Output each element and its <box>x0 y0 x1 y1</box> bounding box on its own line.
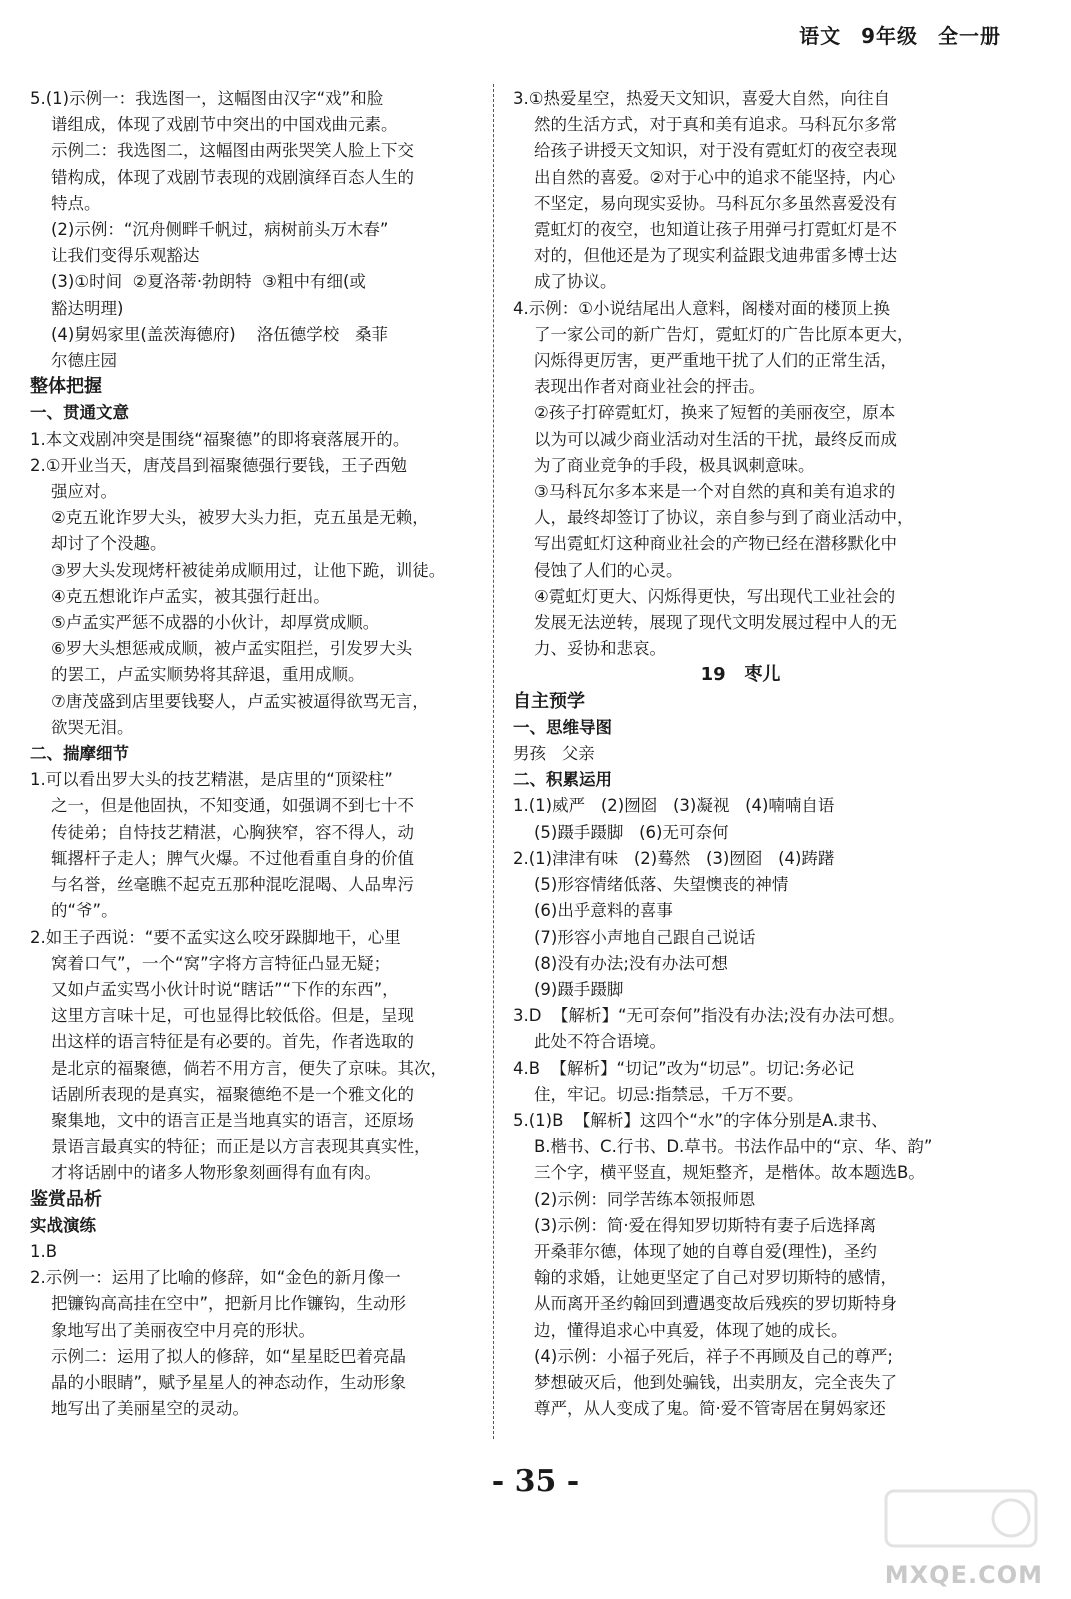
text-line: 力、妥协和悲哀。 <box>513 639 666 659</box>
text-line: (5)形容情绪低落、失望懊丧的神情 <box>513 875 789 895</box>
text-line: 1.可以看出罗大头的技艺精湛，是店里的“顶梁柱” <box>30 770 393 790</box>
text-line: 2.①开业当天，唐茂昌到福聚德强行要钱，王子西勉 <box>30 455 408 475</box>
text-line: (6)出乎意料的喜事 <box>513 901 673 921</box>
text-line: 出这样的语言特征是有必要的。首先，作者选取的 <box>30 1032 414 1052</box>
text-line: 却讨了个没趣。 <box>30 534 167 554</box>
text-line: 谱组成，体现了戏剧节中突出的中国戏曲元素。 <box>30 115 398 135</box>
text-line: 这里方言味十足，可也显得比较低俗。但是，呈现 <box>30 1006 414 1026</box>
text-line: 强应对。 <box>30 482 117 502</box>
text-line: 以为可以减少商业活动对生活的干扰，最终反而成 <box>513 429 897 449</box>
text-line: 错构成，体现了戏剧节表现的戏剧演绎百态人生的 <box>30 167 414 187</box>
text-line: 实战演练 <box>30 1215 96 1235</box>
text-line: 侵蚀了人们的心灵。 <box>513 560 683 580</box>
text-line: 辄撂杆子走人；脾气火爆。不过他看重自身的价值 <box>30 848 414 868</box>
text-line: 窝着口气”，一个“窝”字将方言特征凸显无疑； <box>30 953 391 973</box>
text-line: 人，最终却签订了协议，亲自参与到了商业活动中， <box>513 508 914 528</box>
text-line: 霓虹灯的夜空，也知道让孩子用弹弓打霓虹灯是不 <box>513 220 897 240</box>
text-line: 一、贯通文意 <box>30 403 129 423</box>
column-divider <box>493 84 494 1439</box>
text-line: 示例二：我选图二，这幅图由两张哭笑人脸上下交 <box>30 141 414 161</box>
text-line: 从而离开圣约翰回到遭遇变故后残疾的罗切斯特身 <box>513 1294 897 1314</box>
text-line: 为了商业竞争的手段，极具讽刺意味。 <box>513 455 815 475</box>
header-volume: 全一册 <box>938 24 1001 48</box>
text-line: 一、思维导图 <box>513 717 612 737</box>
text-line: 把镰钩高高挂在空中”，把新月比作镰钩，生动形 <box>30 1294 407 1314</box>
text-line: ③罗大头发现烤杆被徒弟成顺用过，让他下跪，训徒。 <box>30 560 446 580</box>
header-subject: 语文 <box>799 24 842 48</box>
text-line: 晶的小眼睛”，赋予星星人的神态动作，生动形象 <box>30 1372 407 1392</box>
text-line: 地写出了美丽星空的灵动。 <box>30 1399 249 1419</box>
text-line: 又如卢孟实骂小伙计时说“瞎话”“下作的东西”， <box>30 979 399 999</box>
text-line: ③马科瓦尔多本来是一个对自然的真和美有追求的 <box>513 482 896 502</box>
text-line: 男孩 父亲 <box>513 744 595 764</box>
text-line: 2.示例一：运用了比喻的修辞，如“金色的新月像一 <box>30 1268 401 1288</box>
text-line: 豁达明理) <box>30 298 124 318</box>
text-line: (5)蹑手蹑脚 (6)无可奈何 <box>513 822 729 842</box>
text-line: 示例二：运用了拟人的修辞，如“星星眨巴着亮晶 <box>30 1346 407 1366</box>
text-line: 出自然的喜爱。②对于心中的追求不能坚持，内心 <box>513 167 896 187</box>
text-line: 与名誉，丝毫瞧不起克五那种混吃混喝、人品卑污 <box>30 875 414 895</box>
text-line: 了一家公司的新广告灯，霓虹灯的广告比原本更大， <box>513 324 914 344</box>
watermark-text: MXQE.COM <box>884 1561 1043 1589</box>
text-line: 表现出作者对商业社会的抨击。 <box>513 377 765 397</box>
text-line: 的罢工，卢孟实顺势将其辞退，重用成顺。 <box>30 665 365 685</box>
text-line: 才将话剧中的诸多人物形象刻画得有血有肉。 <box>30 1163 381 1183</box>
text-line: (2)示例：“沉舟侧畔千帆过，病树前头万木春” <box>30 220 389 240</box>
text-line: 开桑菲尔德，体现了她的自尊自爱(理性)，圣约 <box>513 1241 877 1261</box>
text-line: 闪烁得更厉害，更严重地干扰了人们的正常生活， <box>513 351 897 371</box>
text-line: 传徒弟；自恃技艺精湛，心胸狭窄，容不得人，动 <box>30 822 414 842</box>
text-line: ⑥罗大头想惩戒成顺，被卢孟实阻拦，引发罗大头 <box>30 639 413 659</box>
text-line: (4)示例：小福子死后，祥子不再顾及自己的尊严; <box>513 1346 893 1366</box>
text-line: 此处不符合语境。 <box>513 1032 666 1052</box>
text-line: 景语言最真实的特征；而正是以方言表现其真实性， <box>30 1137 431 1157</box>
text-line: 的“爷”。 <box>30 901 118 921</box>
left-column <box>30 86 485 1422</box>
text-line: 二、揣摩细节 <box>30 744 129 764</box>
text-line: 是北京的福聚德，倘若不用方言，便失了京味。其次， <box>30 1058 447 1078</box>
text-line: 给孩子讲授天文知识，对于没有霓虹灯的夜空表现 <box>513 141 897 161</box>
text-line: 尊严，从人变成了鬼。简·爱不管寄居在舅妈家还 <box>513 1399 886 1419</box>
page-header <box>787 20 1001 49</box>
text-line: 5.(1)B 【解析】这四个“水”的字体分别是A.隶书、 <box>513 1110 888 1130</box>
text-line: (8)没有办法;没有办法可想 <box>513 953 728 973</box>
text-line: 整体把握 <box>30 376 102 398</box>
header-grade: 9年级 <box>861 24 919 48</box>
text-line: 4.B 【解析】“切记”改为“切忌”。切记:务必记 <box>513 1058 855 1078</box>
text-line: 发展无法逆转，展现了现代文明发展过程中人的无 <box>513 613 897 633</box>
text-line: 成了协议。 <box>513 272 617 292</box>
text-line: 特点。 <box>30 193 101 213</box>
text-line: (3)示例：简·爱在得知罗切斯特有妻子后选择离 <box>513 1215 877 1235</box>
text-line: 3.D 【解析】“无可奈何”指没有办法;没有办法可想。 <box>513 1006 905 1026</box>
text-line: 1.B <box>30 1241 58 1261</box>
text-line: (4)舅妈家里(盖茨海德府) 洛伍德学校 桑菲 <box>30 324 388 344</box>
text-line: ④霓虹灯更大、闪烁得更快，写出现代工业社会的 <box>513 586 896 606</box>
text-line: (3)①时间 ②夏洛蒂·勃朗特 ③粗中有细(或 <box>30 272 366 292</box>
text-line: 梦想破灭后，他到处骗钱，出卖朋友，完全丧失了 <box>513 1372 897 1392</box>
text-line: 1.(1)威严 (2)囫囵 (3)凝视 (4)喃喃自语 <box>513 796 835 816</box>
text-line: 住，牢记。切忌:指禁忌，千万不要。 <box>513 1084 804 1104</box>
text-line: ②克五讹诈罗大头，被罗大头力拒，克五虽是无赖， <box>30 508 429 528</box>
text-line: ②孩子打碎霓虹灯，换来了短暂的美丽夜空，原本 <box>513 403 896 423</box>
text-line: ④克五想讹诈卢孟实，被其强行赶出。 <box>30 586 330 606</box>
text-line: 写出霓虹灯这种商业社会的产物已经在潜移默化中 <box>513 534 897 554</box>
text-line: 让我们变得乐观豁达 <box>30 246 200 266</box>
text-line: 然的生活方式，对于真和美有追求。马科瓦尔多常 <box>513 115 897 135</box>
text-line: 2.如王子西说：“要不孟实这么咬牙跺脚地干，心里 <box>30 927 401 947</box>
text-line: 19 枣儿 <box>700 664 781 686</box>
text-line: 自主预学 <box>513 690 585 712</box>
text-line: 5.(1)示例一：我选图一，这幅图由汉字“戏”和脸 <box>30 89 384 108</box>
text-line: 话剧所表现的是真实，福聚德绝不是一个雅文化的 <box>30 1084 414 1104</box>
text-line: 3.①热爱星空，热爱天文知识，喜爱大自然，向往自 <box>513 89 891 108</box>
text-line: 4.示例：①小说结尾出人意料，阁楼对面的楼顶上换 <box>513 298 891 318</box>
text-line: ⑤卢孟实严惩不成器的小伙计，却厚赏成顺。 <box>30 613 380 633</box>
text-line: ⑦唐茂盛到店里要钱娶人，卢孟实被逼得欲骂无言， <box>30 691 429 711</box>
text-line: (2)示例：同学苦练本领报师恩 <box>513 1189 756 1209</box>
text-line: 二、积累运用 <box>513 770 612 790</box>
text-line: 翰的求婚，让她更坚定了自己对罗切斯特的感情， <box>513 1268 897 1288</box>
text-line: 欲哭无泪。 <box>30 717 134 737</box>
text-line: 聚集地，文中的语言正是当地真实的语言，还原场 <box>30 1110 414 1130</box>
text-line: 三个字，横平竖直，规矩整齐，是楷体。故本题选B。 <box>513 1163 925 1183</box>
page-number: - 35 - <box>491 1464 580 1499</box>
text-line: 不坚定，易向现实妥协。马科瓦尔多虽然喜爱没有 <box>513 193 897 213</box>
text-line: 之一，但是他固执，不知变通，如强调不到七十不 <box>30 796 414 816</box>
text-line: 2.(1)津津有味 (2)蓦然 (3)囫囵 (4)踌躇 <box>513 848 835 868</box>
text-line: (7)形容小声地自己跟自己说话 <box>513 927 756 947</box>
text-line: 象地写出了美丽夜空中月亮的形状。 <box>30 1320 315 1340</box>
text-line: (9)蹑手蹑脚 <box>513 979 624 999</box>
text-line: B.楷书、C.行书、D.草书。书法作品中的“京、华、韵” <box>513 1137 933 1157</box>
text-line: 1.本文戏剧冲突是围绕“福聚德”的即将衰落展开的。 <box>30 429 410 449</box>
right-column <box>513 86 968 1422</box>
text-line: 鉴赏品析 <box>30 1188 102 1210</box>
text-line: 边，懂得追求心中真爱，体现了她的成长。 <box>513 1320 848 1340</box>
text-line: 尔德庄园 <box>30 351 117 371</box>
text-line: 对的，但他还是为了现实利益跟戈迪弗雷多博士达 <box>513 246 897 266</box>
